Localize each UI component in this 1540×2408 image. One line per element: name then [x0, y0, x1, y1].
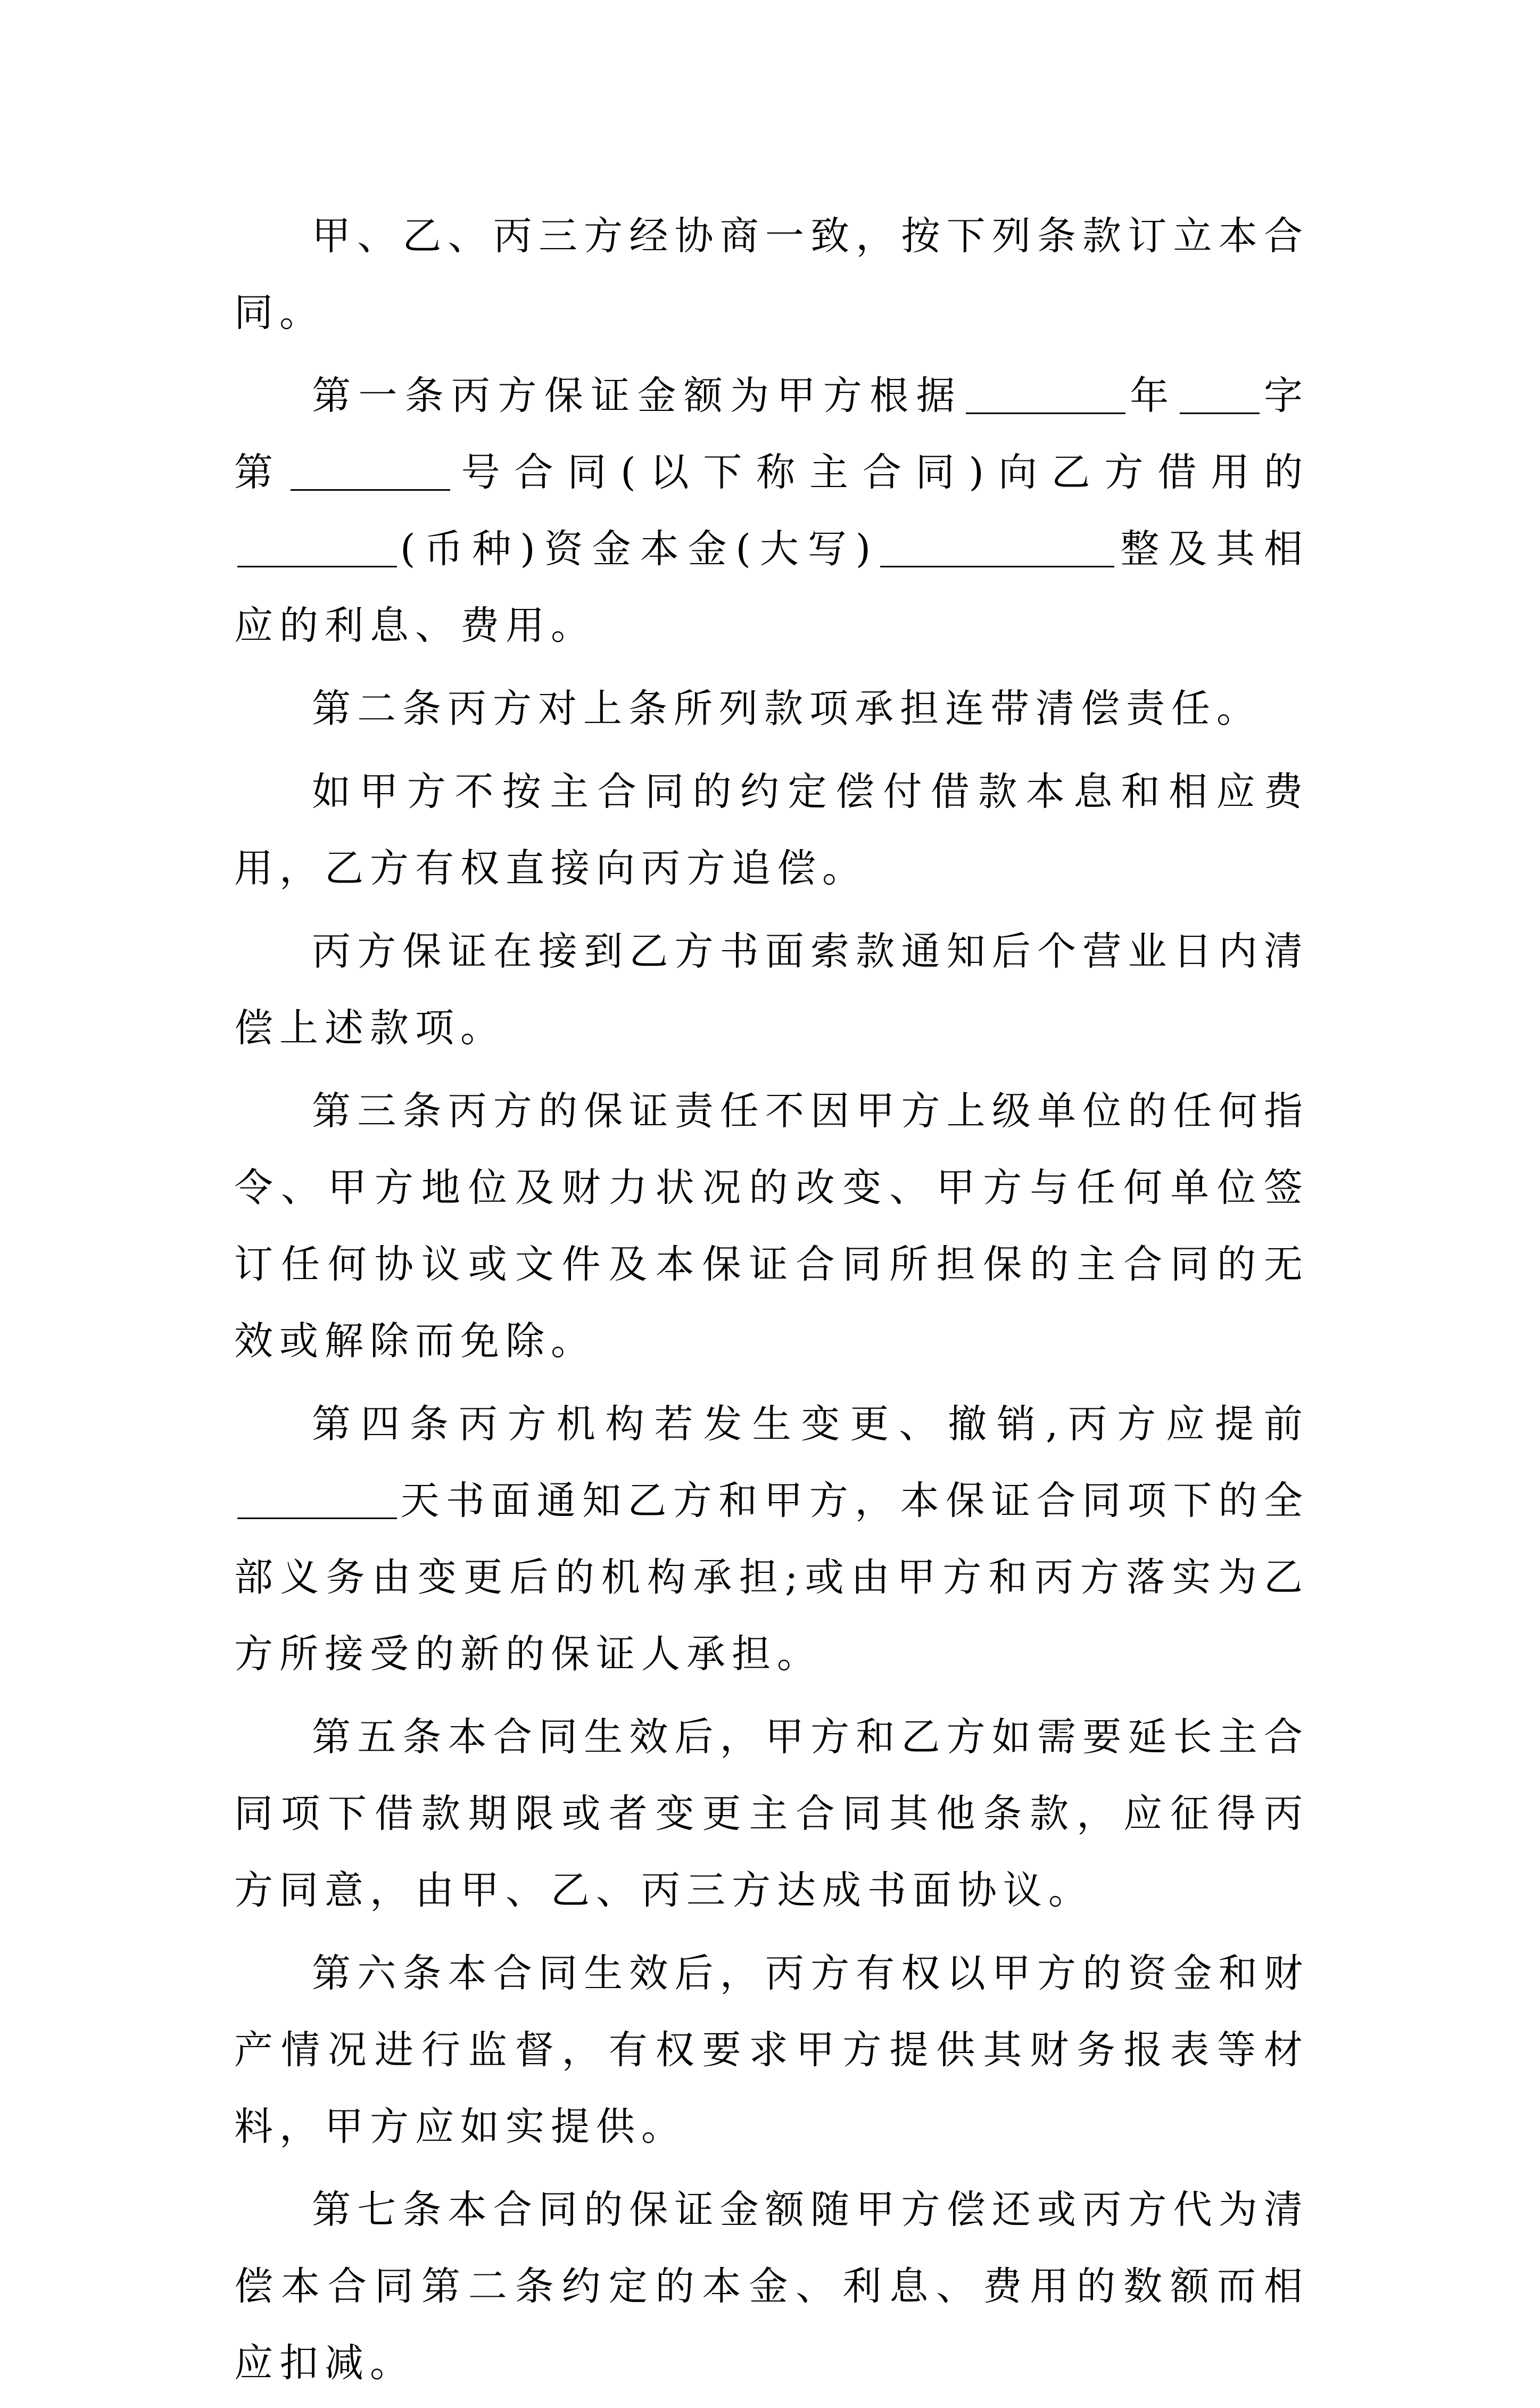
- notice-days-blank: [237, 1479, 397, 1519]
- article-1-text-e: (币种)资金本金(大写): [400, 526, 877, 572]
- article-5-text: 第五条本合同生效后，甲方和乙方如需要延长主合同项下借款期限或者变更主合同其他条款，应征得丙方同意，由甲、乙、丙三方达成书面协议。: [234, 1714, 1309, 1913]
- paragraph-article-2: [234, 671, 1309, 747]
- prefix-blank: [1180, 374, 1260, 414]
- paragraph-article-2-sub-2: [234, 913, 1309, 1067]
- paragraph-article-5: [234, 1699, 1309, 1929]
- article-1-text-c: 字第: [234, 373, 1310, 495]
- article-2-sub-2-text: 丙方保证在接到乙方书面索款通知后个营业日内清偿上述款项。: [234, 929, 1309, 1051]
- contract-body: [234, 198, 1309, 2408]
- article-1-text-b: 年: [1128, 373, 1177, 418]
- article-1-text-f: 整及其相应的利息、费用。: [234, 526, 1310, 648]
- article-3-text: 第三条丙方的保证责任不因甲方上级单位的任何指令、甲方地位及财力状况的改变、甲方与任何单位签订任何协议或文件及本保证合同所担保的主合同的无效或解除而免除。: [234, 1088, 1309, 1364]
- paragraph-article-2-sub-1: [234, 754, 1309, 907]
- article-6-text: 第六条本合同生效后，丙方有权以甲方的资金和财产情况进行监督，有权要求甲方提供其财务报表等材料，甲方应如实提供。: [234, 1951, 1309, 2149]
- year-blank: [966, 374, 1125, 414]
- contract-number-blank: [291, 450, 450, 491]
- paragraph-article-6: [234, 1935, 1309, 2165]
- principal-amount-blank: [880, 527, 1114, 567]
- article-4-text-a: 第四条丙方机构若发生变更、撤销,丙方应提前: [312, 1401, 1309, 1447]
- paragraph-article-3: [234, 1073, 1309, 1380]
- article-2-sub-1-text: 如甲方不按主合同的约定偿付借款本息和相应费用，乙方有权直接向丙方追偿。: [234, 769, 1309, 891]
- article-2-text: 第二条丙方对上条所列款项承担连带清偿责任。: [312, 686, 1262, 731]
- article-1-text-d: 号合同(以下称主合同)向乙方借用的: [453, 450, 1309, 495]
- paragraph-article-1: [234, 358, 1309, 664]
- article-4-text-b: 天书面通知乙方和甲方，本保证合同项下的全部义务由变更后的机构承担;或由甲方和丙方落实为乙方所接受的新的保证人承担。: [234, 1478, 1309, 1677]
- article-7-text: 第七条本合同的保证金额随甲方偿还或丙方代为清偿本合同第二条约定的本金、利息、费用的数额而相应扣减。: [234, 2187, 1309, 2386]
- paragraph-article-4: [234, 1386, 1309, 1693]
- paragraph-article-7: [234, 2172, 1309, 2402]
- intro-text: 甲、乙、丙三方经协商一致，按下列条款订立本合同。: [234, 213, 1309, 335]
- paragraph-intro: [234, 198, 1309, 351]
- currency-blank: [237, 527, 397, 567]
- article-1-text-a: 第一条丙方保证金额为甲方根据: [312, 373, 963, 418]
